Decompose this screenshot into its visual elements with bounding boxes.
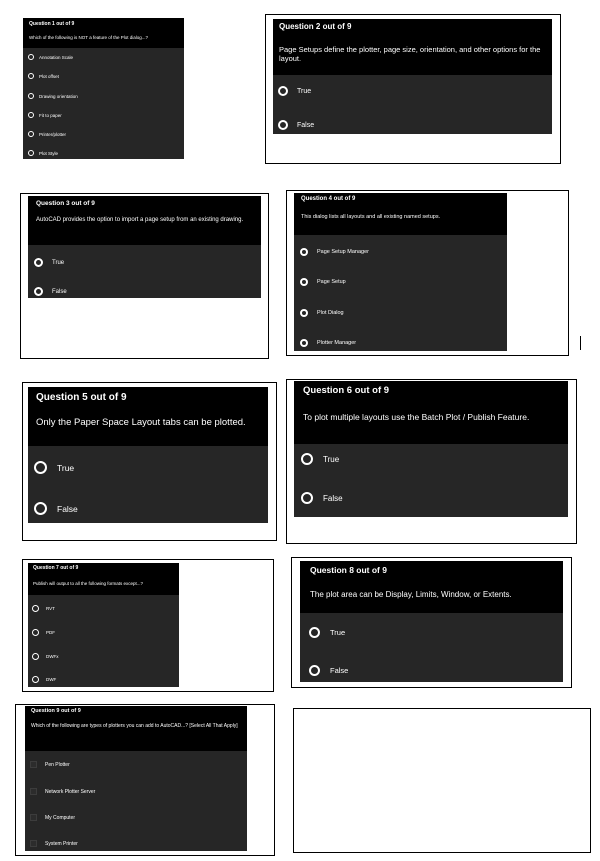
radio-button-icon[interactable] [309, 627, 320, 638]
option-label: True [323, 454, 340, 464]
option-label: False [330, 666, 349, 675]
question-text: This dialog lists all layouts and all existing named setups. [301, 214, 441, 220]
option-radio[interactable] [309, 665, 348, 676]
option-label: System Printer [45, 840, 78, 847]
option-radio[interactable] [301, 492, 343, 504]
question-number: Question 7 out of 9 [33, 565, 79, 571]
radio-button-icon[interactable] [32, 605, 39, 612]
question-header-1 [23, 18, 184, 48]
question-number: Question 5 out of 9 [36, 392, 127, 403]
option-checkbox[interactable] [30, 840, 78, 847]
option-label: Pen Plotter [45, 761, 70, 768]
radio-button-icon[interactable] [32, 653, 39, 660]
option-radio[interactable] [300, 339, 356, 347]
question-text: To plot multiple layouts use the Batch Plot / Publish Feature. [303, 412, 530, 422]
question-header-4 [294, 193, 507, 235]
option-label: True [57, 462, 75, 473]
option-label: Plotter Manager [317, 340, 357, 346]
radio-button-icon[interactable] [34, 461, 47, 474]
radio-button-icon[interactable] [301, 492, 313, 504]
option-label: Fit to paper [39, 112, 62, 118]
option-radio[interactable] [28, 73, 59, 79]
checkbox-icon[interactable] [30, 788, 37, 795]
option-label: Network Plotter Server [45, 788, 96, 795]
option-radio[interactable] [278, 86, 311, 96]
option-radio[interactable] [309, 627, 345, 638]
question-text: Which of the following is NOT a feature of the Plot dialog...? [29, 35, 148, 40]
question-card-2 [273, 19, 552, 134]
radio-button-icon[interactable] [300, 278, 308, 286]
question-card-3 [28, 196, 261, 298]
option-label: Drawing orientation [39, 93, 78, 99]
radio-button-icon[interactable] [28, 112, 34, 118]
question-header-8 [300, 561, 563, 613]
option-radio[interactable] [34, 502, 78, 515]
option-label: Plot Dialog [317, 310, 344, 316]
option-label: DWFx [46, 654, 59, 659]
option-radio[interactable] [34, 258, 64, 267]
option-label: False [323, 493, 343, 503]
option-radio[interactable] [32, 605, 55, 612]
radio-button-icon[interactable] [278, 120, 288, 130]
option-radio[interactable] [34, 461, 74, 474]
option-label: True [297, 87, 312, 95]
question-card-5 [28, 387, 268, 523]
question-card-1 [23, 18, 184, 159]
question-card-6 [294, 381, 568, 517]
option-label: PDF [46, 630, 55, 635]
radio-button-icon[interactable] [28, 131, 34, 137]
option-label: False [52, 288, 67, 295]
radio-button-icon[interactable] [28, 73, 34, 79]
option-label: Annotation Scale [39, 54, 74, 60]
question-number: Question 9 out of 9 [31, 708, 81, 714]
option-radio[interactable] [32, 629, 55, 636]
question-header-3 [28, 196, 261, 245]
option-label: Printer/plotter [39, 131, 67, 137]
radio-button-icon[interactable] [28, 93, 34, 99]
question-text: Page Setups define the plotter, page size, orientation, and other options for the layout. [279, 45, 541, 64]
option-label: True [52, 259, 65, 266]
question-number: Question 8 out of 9 [310, 565, 387, 575]
radio-button-icon[interactable] [28, 150, 34, 156]
option-radio[interactable] [300, 309, 344, 317]
question-card-7 [28, 563, 179, 687]
question-header-7 [28, 563, 179, 595]
question-text: AutoCAD provides the option to import a page setup from an existing drawing. [36, 217, 244, 223]
radio-button-icon[interactable] [32, 629, 39, 636]
radio-button-icon[interactable] [300, 248, 308, 256]
radio-button-icon[interactable] [34, 258, 43, 267]
option-radio[interactable] [28, 54, 73, 60]
radio-button-icon[interactable] [28, 54, 34, 60]
option-radio[interactable] [28, 93, 78, 99]
option-label: My Computer [45, 814, 76, 821]
option-radio[interactable] [300, 248, 369, 256]
option-radio[interactable] [301, 453, 339, 465]
option-radio[interactable] [300, 278, 346, 286]
question-text: Which of the following are types of plotters you can add to AutoCAD...? [Select All That Apply] [31, 723, 238, 729]
option-radio[interactable] [28, 112, 62, 118]
radio-button-icon[interactable] [300, 309, 308, 317]
question-number: Question 3 out of 9 [36, 200, 95, 207]
radio-button-icon[interactable] [300, 339, 308, 347]
question-card-4 [294, 193, 507, 351]
option-radio[interactable] [278, 120, 314, 130]
option-label: Plot Style [39, 150, 59, 156]
option-radio[interactable] [28, 131, 66, 137]
checkbox-icon[interactable] [30, 814, 37, 821]
question-card-8 [300, 561, 563, 682]
option-checkbox[interactable] [30, 814, 75, 821]
option-radio[interactable] [34, 287, 67, 296]
radio-button-icon[interactable] [278, 86, 288, 96]
radio-button-icon[interactable] [34, 287, 43, 296]
checkbox-icon[interactable] [30, 840, 37, 847]
radio-button-icon[interactable] [32, 676, 39, 683]
question-number: Question 2 out of 9 [279, 22, 352, 31]
question-text: The plot area can be Display, Limits, Window, or Extents. [310, 590, 512, 599]
empty-frame [293, 708, 591, 853]
text-cursor-mark [580, 336, 581, 350]
question-number: Question 1 out of 9 [29, 21, 75, 27]
question-number: Question 6 out of 9 [303, 385, 390, 396]
radio-button-icon[interactable] [309, 665, 320, 676]
question-number: Question 4 out of 9 [301, 196, 356, 202]
question-header-2 [273, 19, 552, 75]
question-text: Publish will output to all the following formats except...? [33, 581, 144, 586]
question-text: Only the Paper Space Layout tabs can be plotted. [36, 417, 246, 428]
option-label: Plot offset [39, 73, 59, 79]
option-checkbox[interactable] [30, 761, 70, 768]
option-radio[interactable] [32, 676, 56, 683]
question-header-6 [294, 381, 568, 444]
option-label: False [297, 121, 315, 129]
option-label: False [57, 503, 78, 514]
option-radio[interactable] [32, 653, 59, 660]
question-header-5 [28, 387, 268, 446]
option-checkbox[interactable] [30, 788, 95, 795]
option-label: Page Setup Manager [317, 249, 369, 255]
option-label: True [330, 628, 346, 637]
checkbox-icon[interactable] [30, 761, 37, 768]
option-label: Page Setup [317, 279, 346, 285]
option-radio[interactable] [28, 150, 58, 156]
question-card-9 [25, 706, 247, 851]
radio-button-icon[interactable] [301, 453, 313, 465]
question-header-9 [25, 706, 247, 751]
option-label: RVT [46, 606, 55, 611]
option-label: DWF [46, 677, 57, 682]
radio-button-icon[interactable] [34, 502, 47, 515]
